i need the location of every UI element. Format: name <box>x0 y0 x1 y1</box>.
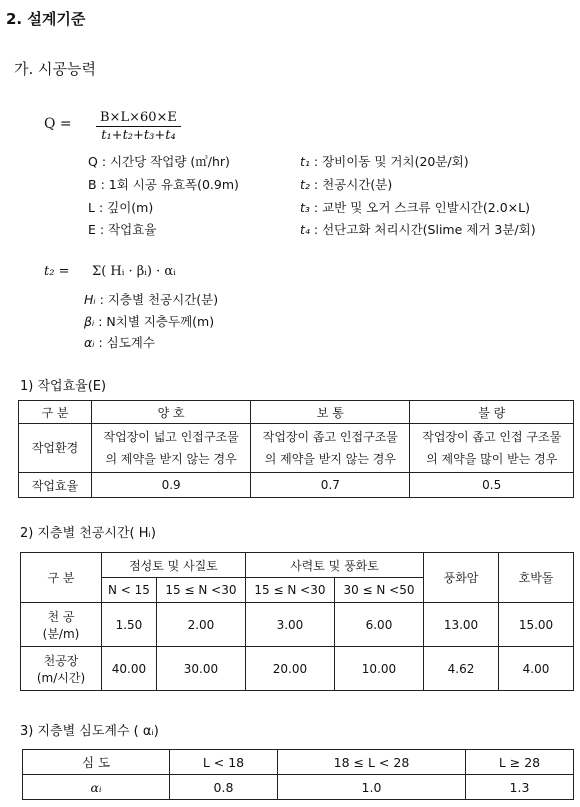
drilling-time-table <box>20 552 574 691</box>
depth-coefficient-table <box>22 749 574 800</box>
t2-def-1: βᵢ : N치별 지층두께(m) <box>84 314 215 329</box>
table2-cell: 30.00 <box>156 647 245 691</box>
work-efficiency-table <box>18 400 574 498</box>
table2-subheader: 15 ≤ N <30 <box>156 578 245 603</box>
t2-formula-lhs: t₂ = <box>44 264 70 279</box>
formula-denominator: t₁+t₂+t₃+t₄ <box>101 128 176 143</box>
def-left-0: Q : 시간당 작업량 (㎥/hr) <box>88 154 230 169</box>
table3-header-cell: L ≥ 28 <box>466 750 574 775</box>
table2-cell: 2.00 <box>156 603 245 647</box>
table3-row-label: αᵢ <box>23 775 170 800</box>
table2-cell: 13.00 <box>424 603 499 647</box>
table2-cell: 10.00 <box>334 647 423 691</box>
table2-cell: 4.00 <box>499 647 574 691</box>
table2-cell: 40.00 <box>102 647 157 691</box>
table3-cell: 1.0 <box>277 775 465 800</box>
table1-row-label: 작업효율 <box>19 473 92 498</box>
table2-group-header: 사력토 및 풍화토 <box>245 553 423 578</box>
table1-cell: 0.9 <box>92 473 251 498</box>
table1-header-cell: 양 호 <box>92 401 251 424</box>
table2-cell: 20.00 <box>245 647 334 691</box>
table2-heading: 2) 지층별 천공시간( Hᵢ) <box>20 526 156 541</box>
table2-cell: 15.00 <box>499 603 574 647</box>
table3-cell: 1.3 <box>466 775 574 800</box>
def-right-3: t₄ : 선단고화 처리시간(Slime 제거 3분/회) <box>300 222 536 237</box>
table1-header-cell: 보 통 <box>251 401 410 424</box>
table3-cell: 0.8 <box>170 775 278 800</box>
formula-lhs: Q = <box>44 116 72 132</box>
table2-cell: 6.00 <box>334 603 423 647</box>
table2-subheader: 30 ≤ N <50 <box>334 578 423 603</box>
formula-fraction <box>96 110 181 143</box>
def-left-3: E : 작업효율 <box>88 222 157 237</box>
table1-cell: 작업장이 넓고 인접구조물 의 제약을 받지 않는 경우 <box>92 424 251 473</box>
table1-heading: 1) 작업효율(E) <box>20 379 107 394</box>
table2-group-header: 풍화암 <box>424 553 499 603</box>
table2-cell: 4.62 <box>424 647 499 691</box>
table2-group-header: 점성토 및 사질토 <box>102 553 246 578</box>
table2-group-header: 호박돌 <box>499 553 574 603</box>
table2-subheader: 15 ≤ N <30 <box>245 578 334 603</box>
table2-cell: 3.00 <box>245 603 334 647</box>
table2-cell: 1.50 <box>102 603 157 647</box>
section-title: 2. 설계기준 <box>6 10 86 28</box>
def-right-0: t₁ : 장비이동 및 거치(20분/회) <box>300 154 469 169</box>
table1-cell: 0.7 <box>251 473 410 498</box>
table3-header-cell: 18 ≤ L < 28 <box>277 750 465 775</box>
table2-row-label: 천 공 (분/m) <box>21 603 102 647</box>
table1-cell: 0.5 <box>410 473 574 498</box>
table1-cell: 작업장이 좁고 인접 구조물 의 제약을 많이 받는 경우 <box>410 424 574 473</box>
table2-col-label: 구 분 <box>21 553 102 603</box>
def-left-1: B : 1회 시공 유효폭(0.9m) <box>88 177 239 192</box>
table3-header-cell: 심 도 <box>23 750 170 775</box>
def-right-1: t₂ : 천공시간(분) <box>300 177 393 192</box>
table2-subheader: N < 15 <box>102 578 157 603</box>
table1-header-cell: 구 분 <box>19 401 92 424</box>
def-left-2: L : 깊이(m) <box>88 200 154 215</box>
table3-header-cell: L < 18 <box>170 750 278 775</box>
table1-header-cell: 불 량 <box>410 401 574 424</box>
table1-cell: 작업장이 좁고 인접구조물 의 제약을 받지 않는 경우 <box>251 424 410 473</box>
table3-heading: 3) 지층별 심도계수 ( αᵢ) <box>20 724 159 739</box>
table1-row-label: 작업환경 <box>19 424 92 473</box>
def-right-2: t₃ : 교반 및 오거 스크류 인발시간(2.0×L) <box>300 200 530 215</box>
t2-def-0: Hᵢ : 지층별 천공시간(분) <box>84 292 219 307</box>
t2-def-2: αᵢ : 심도계수 <box>84 335 155 350</box>
t2-formula-rhs: Σ( Hᵢ · βᵢ) · αᵢ <box>92 264 176 279</box>
formula-numerator: B×L×60×E <box>96 110 181 127</box>
table2-row-label: 천공장 (m/시간) <box>21 647 102 691</box>
subsection-title: 가. 시공능력 <box>14 60 96 78</box>
